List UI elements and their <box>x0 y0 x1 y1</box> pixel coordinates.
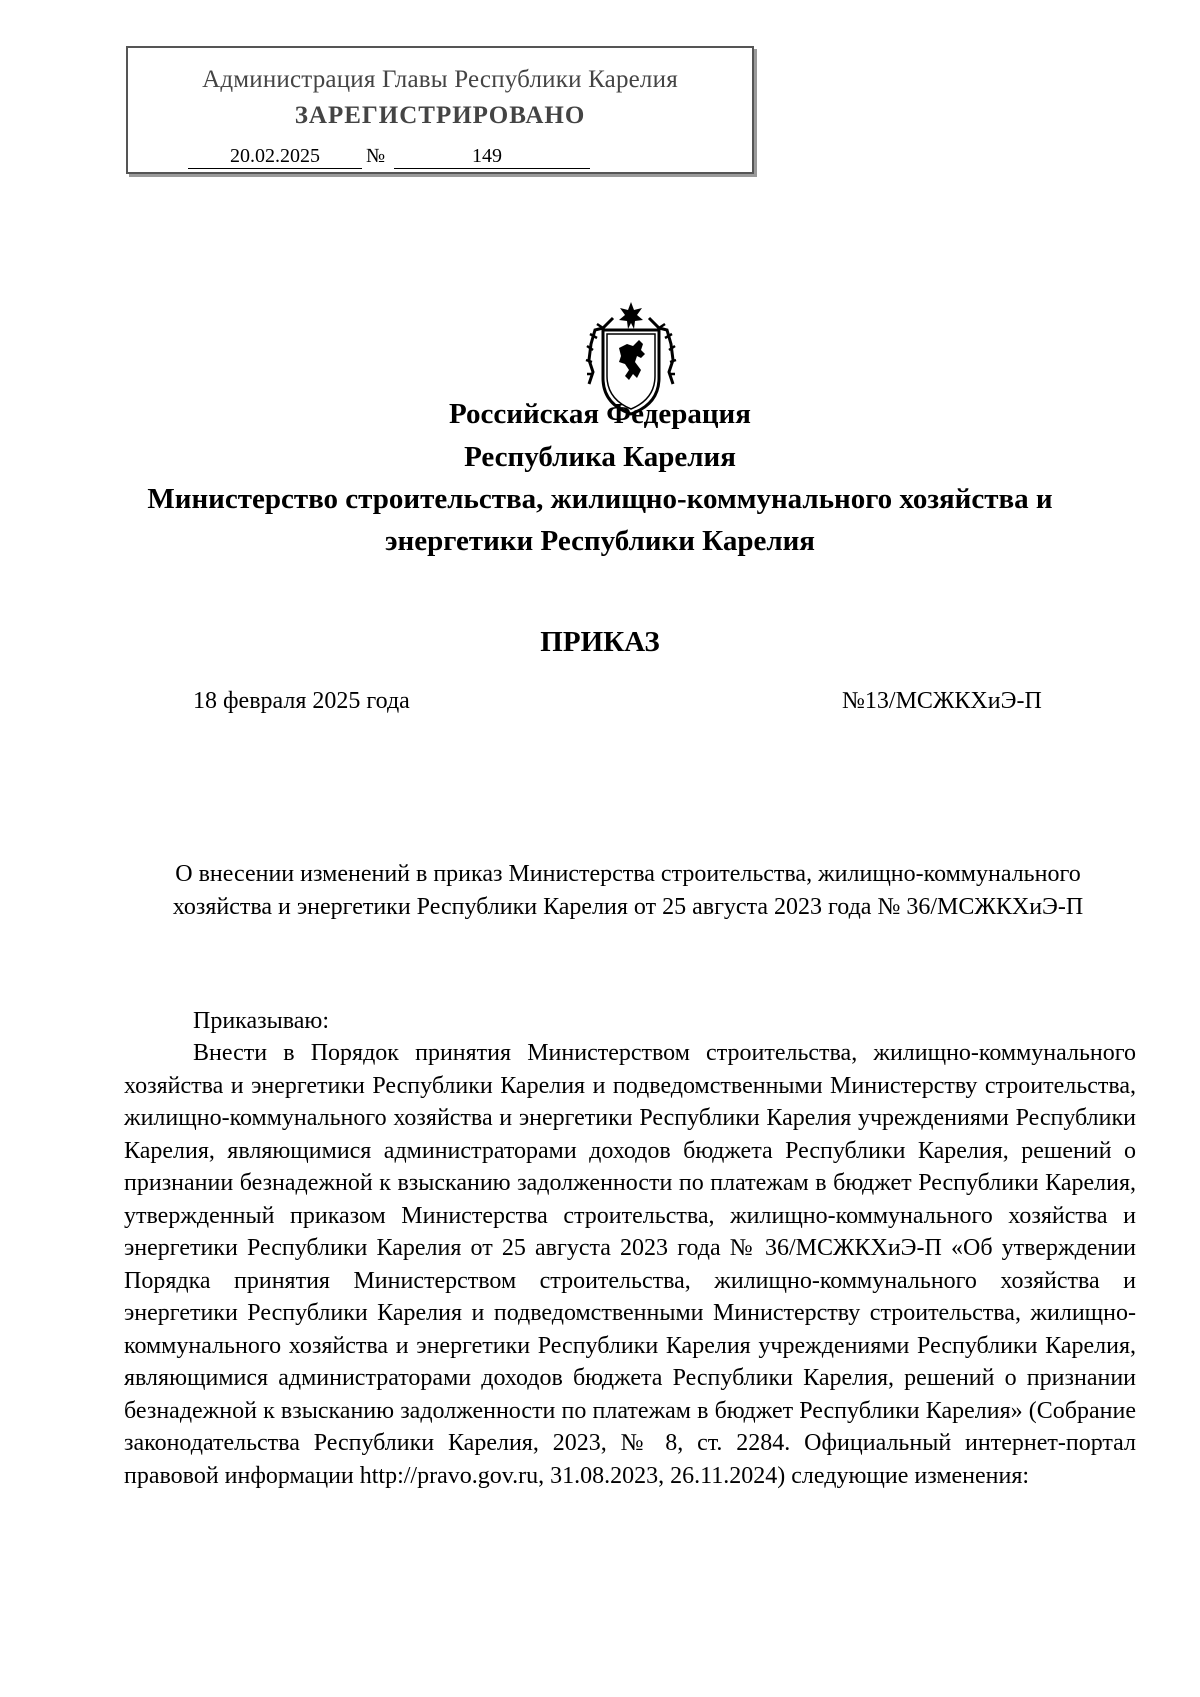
header-ministry-line2: энергетики Республики Карелия <box>384 525 815 557</box>
order-paragraph: Внести в Порядок принятия Министерством строительства, жилищно-коммунального хозяйства и энергетики Республики Карелия и подведомственными Министерству строительства, жилищно-коммунального хозяйства и энергетики Республики Карелия учреждениями Республики Карелия, являющимися администраторами доходов бюджета Республики Карелия, решений о признании безнадежной к взысканию задолженности по платежам в бюджет Республики Карелия, утвержденный приказом Министерства строительства, жилищно-коммунального хозяйства и энергетики Республики Карелия от 25 августа 2023 года № 36/МСЖКХиЭ-П «Об утверждении Порядка принятия Министерством строительства, жилищно-коммунального хозяйства и энергетики Республики Карелия и подведомственными Министерству строительства, жилищно-коммунального хозяйства и энергетики Республики Карелия учреждениями Республики Карелия, являющимися администраторами доходов бюджета Республики Карелия, решений о признании безнадежной к взысканию задолженности по платежам в бюджет Республики Карелия» (Собрание законодательства Республики Карелия, 2023, № 8, ст. 2284. Официальный интернет-портал правовой информации http://pravo.gov.ru, 31.08.2023, 26.11.2024) следующие изменения: <box>124 1040 1136 1489</box>
stamp-registration-row <box>188 144 728 174</box>
stamp-number-sign: № <box>366 145 386 167</box>
order-date: 18 февраля 2025 года <box>193 688 410 714</box>
document-title: ПРИКАЗ <box>540 626 660 658</box>
stamp-status: ЗАРЕГИСТРИРОВАНО <box>294 102 586 129</box>
stamp-date: 20.02.2025 <box>188 144 362 169</box>
registration-stamp <box>126 46 754 174</box>
order-intro: Приказываю: <box>193 1008 329 1034</box>
order-number: №13/МСЖКХиЭ-П <box>842 688 1042 714</box>
stamp-organization: Администрация Главы Республики Карелия <box>202 66 678 93</box>
order-subject: О внесении изменений в приказ Министерства строительства, жилищно-коммунального хозяйства и энергетики Республики Карелия от 25 августа 2023 года № 36/МСЖКХиЭ-П <box>172 861 1084 920</box>
stamp-number: 149 <box>394 144 590 169</box>
header-republic: Республика Карелия <box>464 441 736 473</box>
header-country: Российская Федерация <box>449 398 751 430</box>
header-ministry-line1: Министерство строительства, жилищно-коммунального хозяйства и <box>147 483 1053 515</box>
